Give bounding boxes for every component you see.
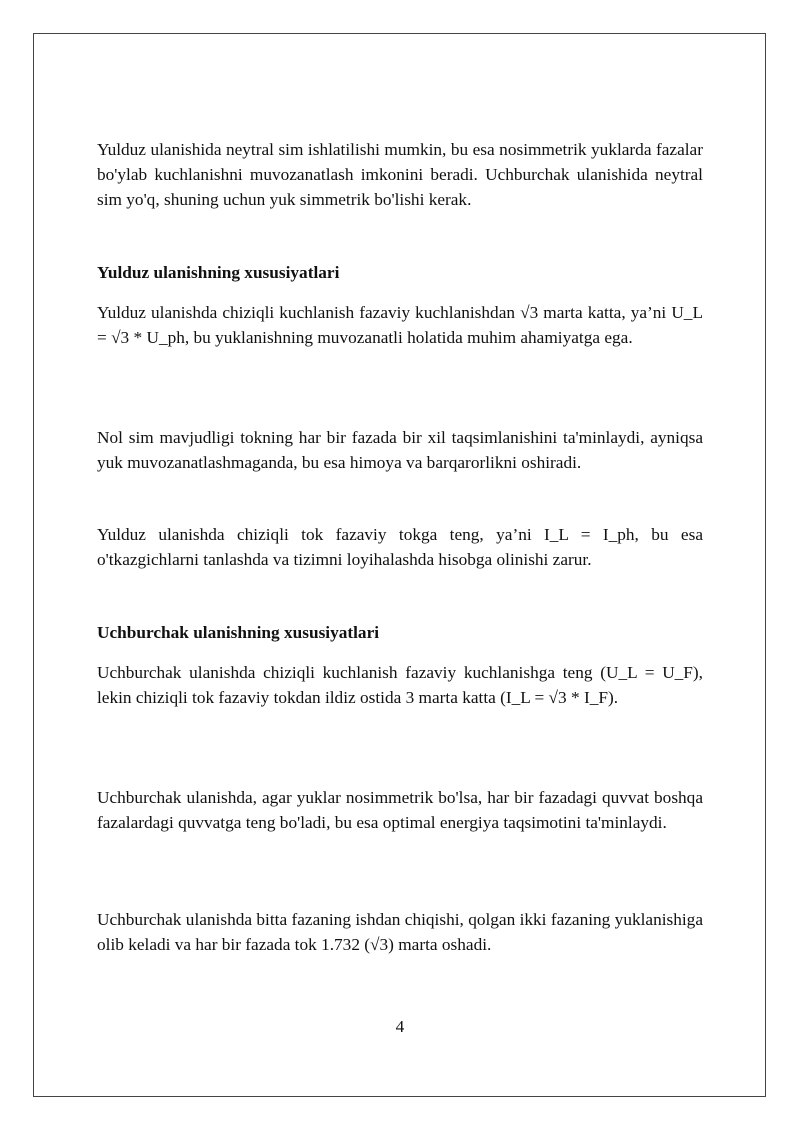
paragraph-delta-voltage-current: Uchburchak ulanishda chiziqli kuchlanish fazaviy kuchlanishga teng (U_L = U_F), lekin chiziqli tok fazaviy tokdan ildiz ostida 3 marta katta (I_L = √3 * I_F).	[97, 663, 703, 707]
paragraph-delta-power: Uchburchak ulanishda, agar yuklar nosimmetrik bo'lsa, har bir fazadagi quvvat boshqa fazalardagi quvvatga teng bo'ladi, bu esa optimal energiya taqsimotini ta'minlaydi.	[97, 788, 703, 832]
paragraph-star-line-voltage: Yulduz ulanishda chiziqli kuchlanish fazaviy kuchlanishdan √3 marta katta, ya’ni U_L = √3 * U_ph, bu yuklanishning muvozanatli holatida muhim ahamiyatga ega.	[97, 303, 703, 347]
paragraph-star-line-current: Yulduz ulanishda chiziqli tok fazaviy tokga teng, ya’ni I_L = I_ph, bu esa o'tkazgichlarni tanlashda va tizimni loyihalashda hisobga olinishi zarur.	[97, 525, 703, 569]
page-number: 4	[395, 1017, 405, 1036]
paragraph-neutral-wire: Yulduz ulanishida neytral sim ishlatilishi mumkin, bu esa nosimmetrik yuklarda fazalar bo'ylab kuchlanishni muvozanatlash imkonini beradi. Uchburchak ulanishida neytral sim yo'q, shuning uchun yuk simmetrik bo'lishi kerak.	[97, 140, 703, 209]
heading-delta-connection: Uchburchak ulanishning xususiyatlari	[97, 623, 380, 642]
paragraph-neutral-current: Nol sim mavjudligi tokning har bir fazada bir xil taqsimlanishini ta'minlaydi, ayniqsa yuk muvozanatlashmaganda, bu esa himoya va barqarorlikni oshiradi.	[97, 428, 703, 472]
heading-star-connection: Yulduz ulanishning xususiyatlari	[97, 263, 340, 282]
paragraph-delta-phase-failure: Uchburchak ulanishda bitta fazaning ishdan chiqishi, qolgan ikki fazaning yuklanishiga olib keladi va har bir fazada tok 1.732 (√3) marta oshadi.	[97, 910, 703, 954]
